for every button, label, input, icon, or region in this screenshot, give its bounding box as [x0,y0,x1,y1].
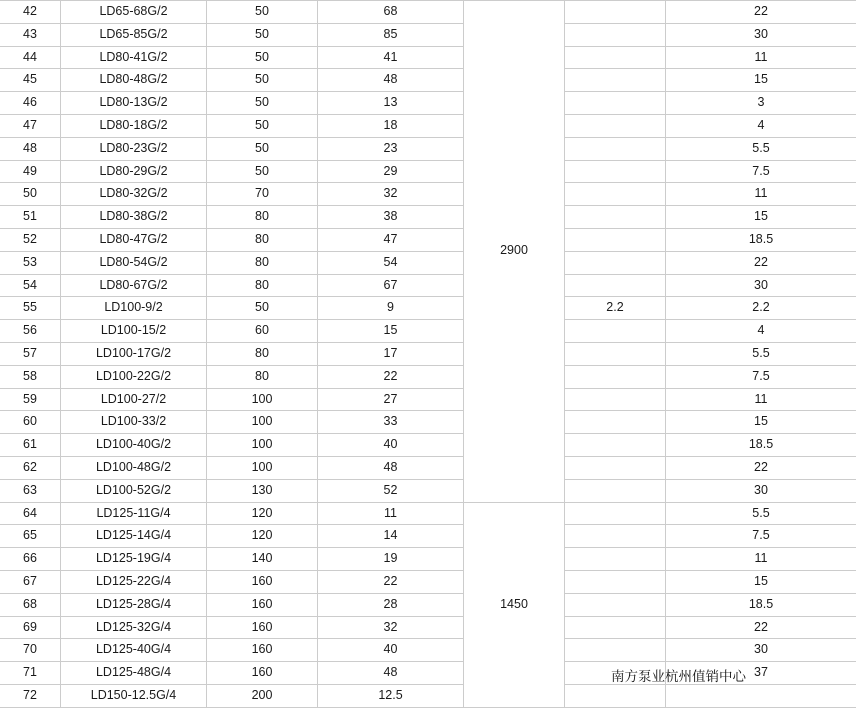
table-row [0,456,856,479]
cell-head: 23 [318,137,464,160]
cell-power: 18.5 [666,593,856,616]
cell-flow: 50 [207,46,318,69]
cell-model: LD100-48G/2 [61,456,207,479]
table-body [0,1,856,708]
cell-power-alt [565,160,666,183]
table-row [0,365,856,388]
cell-head: 48 [318,69,464,92]
table-row [0,46,856,69]
cell-index: 71 [0,662,61,685]
table-row [0,684,856,707]
cell-index: 42 [0,1,61,24]
cell-flow: 50 [207,69,318,92]
table-row [0,320,856,343]
cell-model: LD80-41G/2 [61,46,207,69]
cell-head: 17 [318,342,464,365]
cell-power: 22 [666,456,856,479]
cell-head: 32 [318,183,464,206]
cell-power: 5.5 [666,342,856,365]
cell-power-alt: 2.2 [565,297,666,320]
cell-power: 30 [666,23,856,46]
cell-flow: 60 [207,320,318,343]
cell-index: 63 [0,479,61,502]
cell-flow: 160 [207,616,318,639]
cell-index: 47 [0,114,61,137]
cell-power-alt [565,92,666,115]
cell-flow: 100 [207,388,318,411]
cell-power: 7.5 [666,365,856,388]
table-row [0,616,856,639]
cell-power: 18.5 [666,228,856,251]
cell-flow: 80 [207,228,318,251]
cell-power: 30 [666,639,856,662]
table-row [0,548,856,571]
cell-power: 18.5 [666,434,856,457]
cell-model: LD80-48G/2 [61,69,207,92]
cell-index: 67 [0,570,61,593]
table-row [0,114,856,137]
cell-head: 48 [318,456,464,479]
cell-head: 29 [318,160,464,183]
cell-power: 2.2 [666,297,856,320]
cell-power-alt [565,114,666,137]
cell-index: 56 [0,320,61,343]
cell-power: 15 [666,411,856,434]
cell-power: 11 [666,46,856,69]
cell-index: 54 [0,274,61,297]
cell-head: 32 [318,616,464,639]
cell-head: 9 [318,297,464,320]
cell-model: LD100-15/2 [61,320,207,343]
cell-power-alt [565,274,666,297]
cell-power: 37 [666,662,856,685]
cell-model: LD65-68G/2 [61,1,207,24]
cell-head: 47 [318,228,464,251]
table-row [0,251,856,274]
cell-model: LD100-9/2 [61,297,207,320]
table-row [0,388,856,411]
cell-head: 41 [318,46,464,69]
cell-power-alt [565,684,666,707]
table-row [0,1,856,24]
cell-flow: 80 [207,251,318,274]
cell-model: LD100-33/2 [61,411,207,434]
table-row [0,411,856,434]
cell-head: 33 [318,411,464,434]
table-row [0,593,856,616]
cell-flow: 100 [207,456,318,479]
cell-index: 68 [0,593,61,616]
table-row [0,479,856,502]
cell-model: LD80-47G/2 [61,228,207,251]
table-row [0,183,856,206]
cell-model: LD80-67G/2 [61,274,207,297]
cell-index: 44 [0,46,61,69]
cell-power-alt [565,206,666,229]
cell-index: 72 [0,684,61,707]
cell-power: 11 [666,388,856,411]
cell-flow: 200 [207,684,318,707]
table-row [0,525,856,548]
cell-head: 40 [318,639,464,662]
watermark-text: 南方泵业杭州值销中心 [611,665,746,685]
cell-flow: 50 [207,297,318,320]
cell-power: 22 [666,251,856,274]
cell-model: LD100-52G/2 [61,479,207,502]
cell-model: LD65-85G/2 [61,23,207,46]
cell-power-alt [565,548,666,571]
cell-model: LD80-54G/2 [61,251,207,274]
cell-index: 49 [0,160,61,183]
cell-flow: 100 [207,411,318,434]
cell-head: 19 [318,548,464,571]
cell-power-alt [565,479,666,502]
cell-model: LD80-29G/2 [61,160,207,183]
cell-model: LD125-22G/4 [61,570,207,593]
cell-model: LD125-28G/4 [61,593,207,616]
cell-power-alt [565,456,666,479]
cell-power-alt [565,137,666,160]
cell-flow: 80 [207,342,318,365]
table-row [0,160,856,183]
table-row [0,92,856,115]
cell-power-alt [565,320,666,343]
cell-power: 22 [666,1,856,24]
cell-flow: 160 [207,593,318,616]
table-row [0,434,856,457]
cell-model: LD100-40G/2 [61,434,207,457]
cell-flow: 120 [207,525,318,548]
cell-flow: 50 [207,1,318,24]
cell-power-alt [565,365,666,388]
cell-power: 15 [666,206,856,229]
cell-index: 62 [0,456,61,479]
cell-power: 4 [666,320,856,343]
cell-index: 53 [0,251,61,274]
cell-power [666,684,856,707]
cell-index: 46 [0,92,61,115]
cell-head: 67 [318,274,464,297]
cell-flow: 140 [207,548,318,571]
cell-power: 3 [666,92,856,115]
cell-power-alt [565,342,666,365]
cell-head: 54 [318,251,464,274]
table-row [0,23,856,46]
cell-flow: 50 [207,137,318,160]
cell-flow: 120 [207,502,318,525]
cell-model: LD80-23G/2 [61,137,207,160]
cell-power: 15 [666,69,856,92]
cell-power-alt [565,639,666,662]
cell-model: LD80-13G/2 [61,92,207,115]
cell-model: LD125-32G/4 [61,616,207,639]
cell-power-alt [565,411,666,434]
cell-index: 51 [0,206,61,229]
cell-power-alt [565,434,666,457]
cell-head: 38 [318,206,464,229]
cell-model: LD100-17G/2 [61,342,207,365]
cell-index: 69 [0,616,61,639]
cell-head: 11 [318,502,464,525]
cell-flow: 160 [207,639,318,662]
cell-index: 48 [0,137,61,160]
table-row [0,297,856,320]
cell-model: LD100-22G/2 [61,365,207,388]
cell-model: LD80-32G/2 [61,183,207,206]
cell-flow: 160 [207,570,318,593]
cell-head: 22 [318,365,464,388]
cell-flow: 80 [207,274,318,297]
cell-flow: 100 [207,434,318,457]
table-row [0,137,856,160]
cell-head: 48 [318,662,464,685]
cell-power: 11 [666,548,856,571]
cell-head: 52 [318,479,464,502]
cell-power: 4 [666,114,856,137]
table-row [0,206,856,229]
cell-flow: 50 [207,114,318,137]
cell-index: 66 [0,548,61,571]
cell-index: 70 [0,639,61,662]
cell-flow: 80 [207,206,318,229]
cell-head: 15 [318,320,464,343]
cell-power-alt [565,616,666,639]
cell-power: 5.5 [666,137,856,160]
table-row [0,570,856,593]
cell-flow: 50 [207,23,318,46]
cell-index: 60 [0,411,61,434]
cell-power: 5.5 [666,502,856,525]
cell-index: 52 [0,228,61,251]
cell-power: 7.5 [666,160,856,183]
table-row [0,342,856,365]
cell-flow: 80 [207,365,318,388]
cell-power: 15 [666,570,856,593]
table-row [0,228,856,251]
cell-index: 50 [0,183,61,206]
table-row [0,639,856,662]
cell-power-alt [565,251,666,274]
cell-index: 61 [0,434,61,457]
table-row [0,274,856,297]
cell-power-alt [565,502,666,525]
cell-model: LD125-40G/4 [61,639,207,662]
cell-index: 65 [0,525,61,548]
cell-power-alt [565,388,666,411]
cell-index: 45 [0,69,61,92]
cell-flow: 130 [207,479,318,502]
cell-model: LD150-12.5G/4 [61,684,207,707]
cell-power-alt [565,570,666,593]
cell-head: 13 [318,92,464,115]
cell-speed: 1450 [464,502,565,707]
cell-index: 59 [0,388,61,411]
cell-index: 64 [0,502,61,525]
cell-index: 57 [0,342,61,365]
cell-head: 12.5 [318,684,464,707]
cell-index: 58 [0,365,61,388]
cell-flow: 70 [207,183,318,206]
cell-model: LD80-38G/2 [61,206,207,229]
cell-power-alt [565,593,666,616]
cell-power-alt [565,1,666,24]
cell-model: LD125-11G/4 [61,502,207,525]
cell-head: 85 [318,23,464,46]
cell-power: 7.5 [666,525,856,548]
cell-head: 40 [318,434,464,457]
cell-index: 43 [0,23,61,46]
cell-model: LD125-19G/4 [61,548,207,571]
table-row [0,69,856,92]
cell-power-alt [565,46,666,69]
cell-model: LD125-14G/4 [61,525,207,548]
cell-head: 14 [318,525,464,548]
cell-flow: 50 [207,160,318,183]
cell-power: 22 [666,616,856,639]
cell-head: 28 [318,593,464,616]
cell-power-alt [565,228,666,251]
table-row [0,502,856,525]
cell-power-alt [565,525,666,548]
cell-head: 27 [318,388,464,411]
cell-head: 22 [318,570,464,593]
cell-power: 11 [666,183,856,206]
cell-power: 30 [666,274,856,297]
cell-model: LD125-48G/4 [61,662,207,685]
cell-flow: 50 [207,92,318,115]
cell-speed: 2900 [464,1,565,503]
cell-model: LD80-18G/2 [61,114,207,137]
cell-power-alt [565,69,666,92]
cell-power: 30 [666,479,856,502]
cell-model: LD100-27/2 [61,388,207,411]
cell-head: 68 [318,1,464,24]
cell-power-alt [565,23,666,46]
cell-power-alt [565,183,666,206]
cell-head: 18 [318,114,464,137]
cell-index: 55 [0,297,61,320]
cell-flow: 160 [207,662,318,685]
